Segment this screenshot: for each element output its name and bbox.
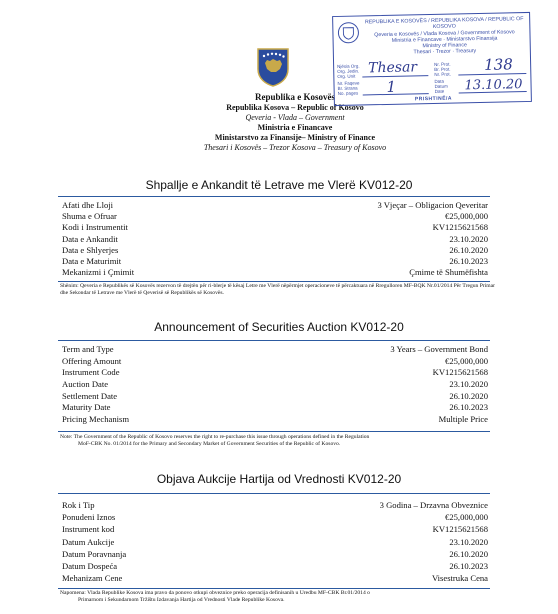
english-title-divider <box>58 340 490 341</box>
english-section-title: Announcement of Securities Auction KV012-20 <box>154 320 404 334</box>
table-row <box>62 391 488 401</box>
albanian-title-divider <box>58 196 490 197</box>
table-row <box>62 256 488 266</box>
albanian-note: Shënim: Qeveria e Republikës së Kosovës rezervon të drejtën për ri-blerje të kësaj Letre me Vlerë nëpërmjet operacioneve të përcaktuara në Rregulloren MF-BQK Nr.01/2014 Për Tregun Primar dhe Sekondar të Letrave me Vlerë të Qeverisë së Republikës së Kosovës. <box>60 283 495 296</box>
table-row <box>62 512 488 522</box>
serbian-note <box>60 590 496 604</box>
row-key: Datum Poravnanja <box>62 549 127 559</box>
note-line: Napomena: Vlada Republike Kosova ima pravo da ponovo otkupi obveznice preko operacija definisanih u Uredbu MF-CBK Br.01/2014 o <box>60 590 370 596</box>
row-key: Mekanizmi i Çmimit <box>62 267 135 277</box>
stamp-date-labels <box>434 79 448 94</box>
row-value: 26.10.2020 <box>449 391 488 401</box>
header-ministry-albanian: Ministria e Financave <box>257 123 333 132</box>
table-row <box>62 245 488 255</box>
registry-stamp <box>332 12 532 106</box>
stamp-protocol-labels <box>434 62 451 77</box>
table-row <box>62 524 488 534</box>
row-value: Multiple Price <box>438 414 488 424</box>
row-key: Ponudeni Iznos <box>62 512 116 522</box>
stamp-handwritten-number: 138 <box>483 55 513 74</box>
stamp-seal-icon <box>337 22 359 44</box>
table-row <box>62 549 488 559</box>
stamp-header-line: Ministria e Financave · Ministarstvo Finansija <box>391 35 498 44</box>
row-value: KV1215621568 <box>432 524 488 534</box>
english-note <box>60 434 496 448</box>
header-republic-albanian: Republika e Kosovës <box>254 92 335 102</box>
albanian-section-title: Shpallje e Ankandit të Letrave me Vlerë KV012-20 <box>145 178 413 192</box>
stamp-label: Br. Strana <box>337 85 358 91</box>
header-ministry-multilang: Ministarstvo za Finansije– Ministry of Finance <box>214 133 376 142</box>
row-value: 26.10.2023 <box>449 561 488 571</box>
note-line: MoF-CBK No. 01/2014 for the Primary and Secondary Market of Government Securities of the Republic of Kosovo. <box>78 441 341 447</box>
row-value: Visestruka Cena <box>431 573 488 583</box>
row-value: €25,000,000 <box>445 356 488 366</box>
kosovo-coat-of-arms-icon <box>256 47 290 87</box>
table-row <box>62 211 488 221</box>
row-key: Rok i Tip <box>62 500 95 510</box>
table-row <box>62 414 488 424</box>
stamp-header-line: Thesari · Trezor · Treasury <box>413 48 477 56</box>
table-row <box>62 500 488 510</box>
row-key: Data e Maturimit <box>62 256 122 266</box>
serbian-section-title: Objava Aukcije Hartija od Vrednosti KV012-20 <box>156 472 402 486</box>
english-note-divider <box>58 431 490 432</box>
row-key: Mehanizam Cene <box>62 573 123 583</box>
stamp-label: Br. Prot. <box>434 66 451 72</box>
row-value: 26.10.2023 <box>449 402 488 412</box>
row-key: Datum Aukcije <box>62 537 115 547</box>
stamp-label: Date <box>434 88 445 94</box>
stamp-label: Nr. Prot. <box>434 71 451 77</box>
stamp-label: No. pages <box>337 90 359 96</box>
row-value: 23.10.2020 <box>449 537 488 547</box>
serbian-note-divider <box>58 588 490 589</box>
row-value: 3 Years – Government Bond <box>390 344 488 354</box>
row-value: €25,000,000 <box>445 512 488 522</box>
row-key: Settlement Date <box>62 391 118 401</box>
row-value: €25,000,000 <box>445 211 488 221</box>
header-republic-multilang: Republika Kosova – Republic of Kosovo <box>226 103 364 112</box>
table-row <box>62 379 488 389</box>
stamp-label: Org. Unit <box>337 73 356 79</box>
row-value: 26.10.2020 <box>449 549 488 559</box>
row-key: Afati dhe Lloji <box>62 200 114 210</box>
row-key: Term and Type <box>62 344 114 354</box>
row-key: Pricing Mechanism <box>62 414 130 424</box>
row-value: KV1215621568 <box>432 367 488 377</box>
table-row <box>62 344 488 354</box>
row-key: Instrument Code <box>62 367 120 377</box>
row-key: Instrument kod <box>62 524 115 534</box>
header-government: Qeveria - Vlada – Government <box>245 113 345 122</box>
table-row <box>62 402 488 412</box>
row-key: Data e Shlyerjes <box>62 245 119 255</box>
stamp-handwritten-date: 13.10.20 <box>464 77 523 94</box>
stamp-handwritten-pages: 1 <box>386 77 397 96</box>
row-value: 26.10.2023 <box>449 256 488 266</box>
note-line: Note: The Government of the Republic of Kosovo reserves the right to re-purchase this issue through operations defined in the Regulation <box>60 434 370 440</box>
stamp-label: Datum <box>434 83 448 89</box>
table-row <box>62 537 488 547</box>
row-value: 3 Godina – Drzavna Obveznice <box>379 500 488 510</box>
stamp-org-labels <box>337 64 360 79</box>
table-row <box>62 200 488 210</box>
table-row <box>62 222 488 232</box>
row-key: Maturity Date <box>62 402 111 412</box>
stamp-location: PRISHTINË/A <box>414 95 453 103</box>
row-key: Datum Dospeća <box>62 561 118 571</box>
table-row <box>62 267 488 277</box>
row-value: 23.10.2020 <box>449 234 488 244</box>
albanian-note-divider <box>58 281 490 282</box>
header-treasury: Thesari i Kosovës – Trezor Kosova – Treasury of Kosovo <box>203 143 387 152</box>
table-row <box>62 573 488 583</box>
table-row <box>62 561 488 571</box>
row-value: Çmime të Shumëfishta <box>409 267 488 277</box>
row-key: Data e Ankandit <box>62 234 118 244</box>
stamp-header-line: Ministry of Finance <box>422 42 468 50</box>
stamp-handwritten-org: Thesar <box>368 59 418 77</box>
table-row <box>62 367 488 377</box>
row-key: Auction Date <box>62 379 109 389</box>
row-key: Shuma e Ofruar <box>62 211 117 221</box>
row-value: 23.10.2020 <box>449 379 488 389</box>
row-value: KV1215621568 <box>432 222 488 232</box>
stamp-header-line: Qeveria e Kosovës / Vlada Kosova / Government of Kosovo <box>374 28 515 38</box>
note-line: Primarnom i Sekundarnom Tržištu Izdavanja Hartija od Vrednosti Vlade Republike Kosova. <box>78 597 285 603</box>
stamp-label: Njësia Org. <box>337 63 360 69</box>
stamp-label: Org. Jedin. <box>337 68 360 74</box>
serbian-title-divider <box>58 493 490 494</box>
row-key: Offering Amount <box>62 356 122 366</box>
stamp-header-line: REPUBLIKA E KOSOVËS / REPUBLIKA KOSOVA / REPUBLIC OF KOSOVO <box>364 16 524 31</box>
stamp-label: Nr. Faqeve <box>337 80 360 86</box>
row-value: 26.10.2020 <box>449 245 488 255</box>
stamp-label: Nr. Prot. <box>434 61 451 67</box>
row-value: 3 Vjeçar – Obligacion Qeveritar <box>377 200 488 210</box>
table-row <box>62 356 488 366</box>
stamp-label: Data <box>434 78 445 84</box>
table-row <box>62 234 488 244</box>
stamp-header <box>361 16 528 57</box>
stamp-pages-labels <box>337 81 359 96</box>
row-key: Kodi i Instrumentit <box>62 222 128 232</box>
